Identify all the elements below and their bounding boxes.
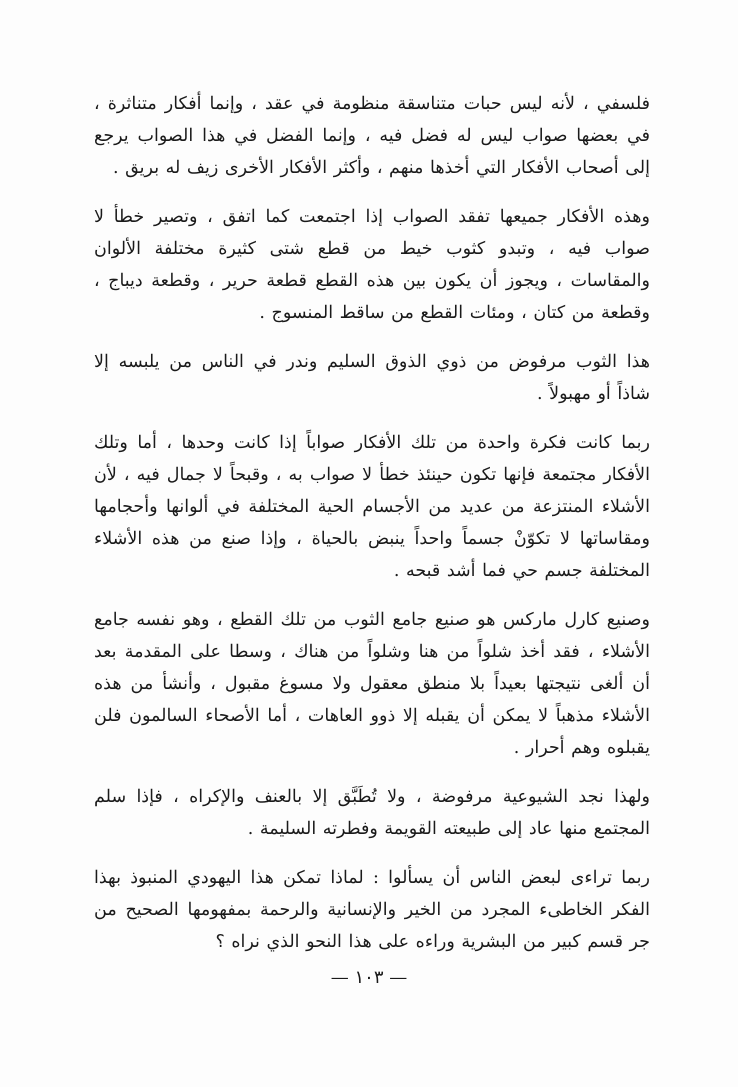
page-number: — ١٠٣ — [330,967,408,988]
paragraph-6: ولهذا نجد الشيوعية مرفوضة ، ولا تُطَبَّق إلا بالعنف والإكراه ، فإذا سلم المجتمع منها عاد إلى طبيعته القويمة وفطرته السليمة . [94,787,650,839]
paragraph-3: هذا الثوب مرفوض من ذوي الذوق السليم وندر في الناس من يلبسه إلا شاذاً أو مهبولاً . [94,352,650,404]
paragraph-1: فلسفي ، لأنه ليس حبات متناسقة منظومة في عقد ، وإنما أفكار متناثرة ، في بعضها صواب ليس له فضل فيه ، وإنما الفضل في هذا الصواب يرجع إلى أصحاب الأفكار التي أخذها منهم ، وأكثر الأفكار الأخرى زيف له بريق . [94,94,650,178]
paragraph-5: وصنيع كارل ماركس هو صنيع جامع الثوب من تلك القطع ، وهو نفسه جامع الأشلاء ، فقد أخذ شلواً من هنا وشلواً من هناك ، وسطا على المقدمة بعد أن ألغى نتيجتها بعيداً بلا منطق معقول ولا مسوغ مقبول ، وأنشأ من هذه الأشلاء مذهباً لا يمكن أن يقبله إلا ذوو العاهات ، أما الأصحاء السالمون فلن يقبلوه وهم أحرار . [94,610,650,758]
paragraph-7: ربما تراءى لبعض الناس أن يسألوا : لماذا تمكن هذا اليهودي المنبوذ بهذا الفكر الخاطىء المجرد من الخير والإنسانية والرحمة بمفهومها الصحيح من جر قسم كبير من البشرية وراءه على هذا النحو الذي نراه ؟ [94,868,650,952]
body-text [94,88,650,958]
paragraph-4: ربما كانت فكرة واحدة من تلك الأفكار صواباً إذا كانت وحدها ، أما وتلك الأفكار مجتمعة فإنها تكون حينئذ خطأ لا صواب به ، وقبحاً لا جمال فيه ، لأن الأشلاء المنتزعة من عديد من الأجسام الحية المختلفة في ألوانها وأحجامها ومقاساتها لا تكوّنْ جسماً واحداً ينبض بالحياة ، وإذا صنع من هذه الأشلاء المختلفة جسم حي فما أشد قبحه . [94,433,650,581]
paragraph-2: وهذه الأفكار جميعها تفقد الصواب إذا اجتمعت كما اتفق ، وتصير خطأ لا صواب فيه ، وتبدو كثوب خيط من قطع شتى كثيرة مختلفة الألوان والمقاسات ، ويجوز أن يكون بين هذه القطع قطعة حرير ، وقطعة ديباج ، وقطعة من كتان ، ومئات القطع من ساقط المنسوج . [94,207,650,323]
